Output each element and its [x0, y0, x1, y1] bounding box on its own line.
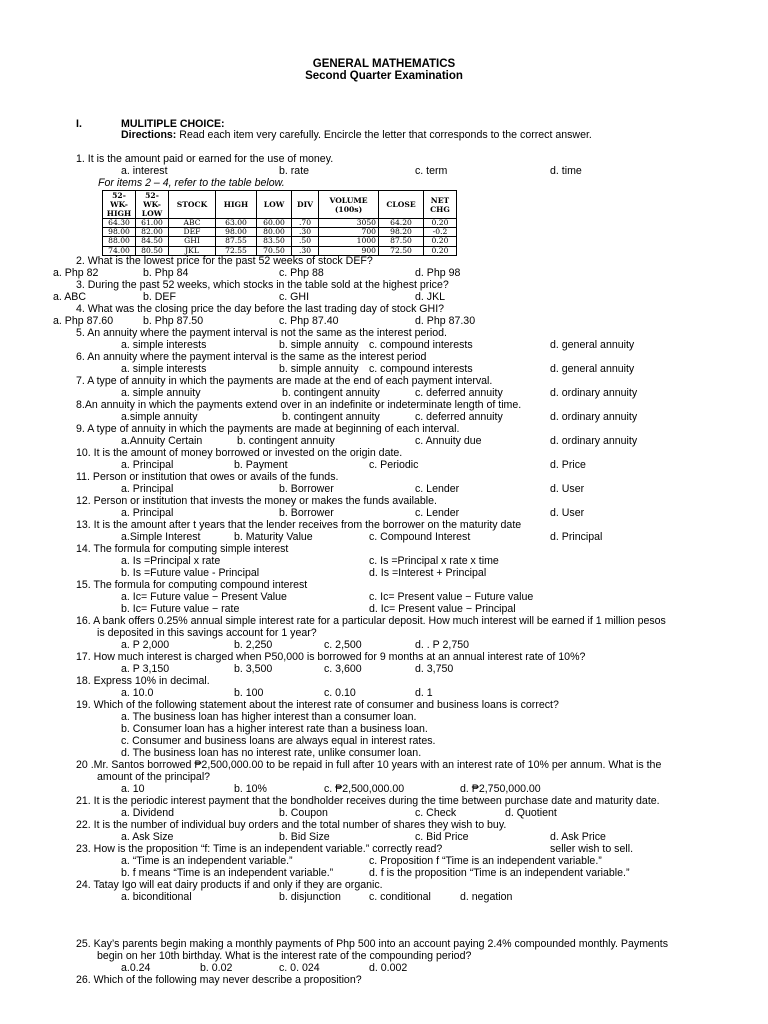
table-cell: 1000	[319, 237, 379, 246]
q10-choice-d[interactable]: d. Price	[550, 459, 586, 471]
q4-choice-a[interactable]: a. Php 87.60	[53, 315, 114, 327]
table-cell: 64.30	[103, 219, 136, 228]
q9-choice-b[interactable]: b. contingent annuity	[237, 435, 335, 447]
q3-choice-d[interactable]: d. JKL	[415, 291, 446, 303]
q21-choice-a[interactable]: a. Dividend	[121, 807, 174, 819]
q10-choice-c[interactable]: c. Periodic	[369, 459, 419, 471]
q13-choice-d[interactable]: d. Principal	[550, 531, 603, 543]
question-5: 5. An annuity where the payment interval is not the same as the interest period.	[76, 327, 447, 339]
question-20: 20 .Mr. Santos borrowed ₱2,500,000.00 to be repaid in full after 10 years with an interest rate of 10% per annum. What is the	[76, 759, 662, 771]
q14-choice-a[interactable]: a. Is =Principal x rate	[121, 555, 221, 567]
question-16-cont: is deposited in this savings account for 1 year?	[97, 627, 317, 639]
q22-choice-d-cont: seller wish to sell.	[550, 843, 634, 855]
q14-choice-b[interactable]: b. Is =Future value - Principal	[121, 567, 260, 579]
q22-choice-a[interactable]: a. Ask Size	[121, 831, 174, 843]
q3-choice-c[interactable]: c. GHI	[279, 291, 310, 303]
q6-choice-c[interactable]: c. compound interests	[369, 363, 473, 375]
table-header-row	[103, 191, 457, 219]
table-cell: 87.50	[379, 237, 424, 246]
q10-choice-a[interactable]: a. Principal	[121, 459, 174, 471]
q5-choice-d[interactable]: d. general annuity	[550, 339, 635, 351]
q18-choice-b[interactable]: b. 100	[234, 687, 264, 699]
col-header: HIGH	[216, 191, 257, 219]
table-cell: 98.00	[216, 228, 257, 237]
col-header: 52- WK- LOW	[136, 191, 169, 219]
table-cell: 80.00	[257, 228, 292, 237]
q24-choice-d[interactable]: d. negation	[460, 891, 513, 903]
table-cell: 72.55	[216, 246, 257, 255]
q8-choice-b[interactable]: b. contingent annuity	[282, 411, 380, 423]
col-header: NET CHG	[424, 191, 457, 219]
q6-choice-d[interactable]: d. general annuity	[550, 363, 635, 375]
q8-choice-a[interactable]: a.simple annuity	[121, 411, 198, 423]
q8-choice-c[interactable]: c. deferred annuity	[415, 411, 503, 423]
q19-choice-c[interactable]: c. Consumer and business loans are always equal in interest rates.	[121, 735, 436, 747]
q22-choice-c[interactable]: c. Bid Price	[415, 831, 469, 843]
q5-choice-a[interactable]: a. simple interests	[121, 339, 207, 351]
exam-subtitle: Second Quarter Examination	[305, 70, 463, 82]
q7-choice-a[interactable]: a. simple annuity	[121, 387, 201, 399]
q4-choice-b[interactable]: b. Php 87.50	[143, 315, 204, 327]
directions-label: Directions:	[121, 129, 177, 141]
col-header: DIV	[292, 191, 319, 219]
q17-choice-c[interactable]: c. 3,600	[324, 663, 362, 675]
table-cell: -0.2	[424, 228, 457, 237]
table-cell: 0.20	[424, 237, 457, 246]
q3-choice-a[interactable]: a. ABC	[53, 291, 86, 303]
table-cell: 3050	[319, 219, 379, 228]
q2-choice-b[interactable]: b. Php 84	[143, 267, 189, 279]
question-14: 14. The formula for computing simple interest	[76, 543, 289, 555]
question-8: 8.An annuity in which the payments extend over in an indefinite or indeterminate length of time.	[76, 399, 522, 411]
q12-choice-b[interactable]: b. Borrower	[279, 507, 334, 519]
table-cell: 72.50	[379, 246, 424, 255]
q22-choice-d[interactable]: d. Ask Price	[550, 831, 606, 843]
table-cell: 98.20	[379, 228, 424, 237]
table-cell: JKL	[169, 246, 216, 255]
q12-choice-c[interactable]: c. Lender	[415, 507, 460, 519]
question-1: 1. It is the amount paid or earned for the use of money.	[76, 153, 334, 165]
col-header: CLOSE	[379, 191, 424, 219]
q13-choice-c[interactable]: c. Compound Interest	[369, 531, 471, 543]
col-header: 52- WK- HIGH	[103, 191, 136, 219]
q11-choice-a[interactable]: a. Principal	[121, 483, 174, 495]
question-6: 6. An annuity where the payment interval is the same as the interest period	[76, 351, 427, 363]
exam-title: GENERAL MATHEMATICS	[312, 58, 456, 70]
q23-choice-a[interactable]: a. “Time is an independent variable.”	[121, 855, 293, 867]
table-cell: 63.00	[216, 219, 257, 228]
section-title: MULITIPLE CHOICE:	[121, 118, 225, 130]
q7-choice-b[interactable]: b. contingent annuity	[282, 387, 380, 399]
q1-choice-d[interactable]: d. time	[550, 165, 582, 177]
table-cell: 64.20	[379, 219, 424, 228]
q5-choice-c[interactable]: c. compound interests	[369, 339, 473, 351]
q12-choice-a[interactable]: a. Principal	[121, 507, 174, 519]
table-cell: .70	[292, 219, 319, 228]
table-cell: 98.00	[103, 228, 136, 237]
question-13: 13. It is the amount after t years that the lender receives from the borrower on the maturity date	[76, 519, 522, 531]
q11-choice-d[interactable]: d. User	[550, 483, 585, 495]
q13-choice-b[interactable]: b. Maturity Value	[234, 531, 313, 543]
question-25: 25. Kay’s parents begin making a monthly payments of Php 500 into an account paying 2.4% compounded monthly. Payments	[76, 938, 669, 950]
q5-choice-b[interactable]: b. simple annuity	[279, 339, 359, 351]
table-cell: DEF	[169, 228, 216, 237]
q2-choice-a[interactable]: a. Php 82	[53, 267, 99, 279]
q18-choice-c[interactable]: c. 0.10	[324, 687, 356, 699]
question-23: 23. How is the proposition “f: Time is an independent variable.” correctly read?	[76, 843, 443, 855]
question-9: 9. A type of annuity in which the payments are made at beginning of each interval.	[76, 423, 460, 435]
question-26: 26. Which of the following may never describe a proposition?	[76, 974, 362, 986]
question-17: 17. How much interest is charged when P50,000 is borrowed for 9 months at an annual interest rate of 10%?	[76, 651, 586, 663]
q1-choice-a[interactable]: a. interest	[121, 165, 168, 177]
table-cell: 87.55	[216, 237, 257, 246]
q19-choice-a[interactable]: a. The business loan has higher interest than a consumer loan.	[121, 711, 417, 723]
q18-choice-a[interactable]: a. 10.0	[121, 687, 154, 699]
q23-choice-c[interactable]: c. Proposition f “Time is an independent variable.”	[369, 855, 602, 867]
q23-choice-b[interactable]: b. f means “Time is an independent variable.”	[121, 867, 334, 879]
q20-choice-a[interactable]: a. 10	[121, 783, 145, 795]
table-cell: 88.00	[103, 237, 136, 246]
question-10: 10. It is the amount of money borrowed or invested on the origin date.	[76, 447, 403, 459]
q14-choice-c[interactable]: c. Is =Principal x rate x time	[369, 555, 499, 567]
q21-choice-b[interactable]: b. Coupon	[279, 807, 328, 819]
table-cell: .50	[292, 237, 319, 246]
table-cell: ABC	[169, 219, 216, 228]
section-number: I.	[76, 118, 82, 130]
q16-choice-c[interactable]: c. 2,500	[324, 639, 362, 651]
table-cell: 0.20	[424, 246, 457, 255]
q15-choice-c[interactable]: c. Ic= Present value − Future value	[369, 591, 534, 603]
q11-choice-c[interactable]: c. Lender	[415, 483, 460, 495]
table-cell: 61.00	[136, 219, 169, 228]
question-25-cont: begin on her 10th birthday. What is the interest rate of the compounding period?	[97, 950, 472, 962]
q9-choice-a[interactable]: a.Annuity Certain	[121, 435, 203, 447]
q25-choice-a[interactable]: a.0.24	[121, 962, 151, 974]
q18-choice-d[interactable]: d. 1	[415, 687, 433, 699]
q2-choice-d[interactable]: d. Php 98	[415, 267, 461, 279]
q3-choice-b[interactable]: b. DEF	[143, 291, 176, 303]
table-cell: 60.00	[257, 219, 292, 228]
table-cell: 0.20	[424, 219, 457, 228]
question-2: 2. What is the lowest price for the past 52 weeks of stock DEF?	[76, 255, 373, 267]
q12-choice-d[interactable]: d. User	[550, 507, 585, 519]
q24-choice-c[interactable]: c. conditional	[369, 891, 431, 903]
table-cell: 83.50	[257, 237, 292, 246]
q2-choice-c[interactable]: c. Php 88	[279, 267, 324, 279]
q19-choice-b[interactable]: b. Consumer loan has a higher interest rate than a business loan.	[121, 723, 428, 735]
question-22: 22. It is the number of individual buy orders and the total number of shares they wish to buy.	[76, 819, 507, 831]
q23-choice-d[interactable]: d. f is the proposition “Time is an independent variable.”	[369, 867, 630, 879]
q4-choice-c[interactable]: c. Php 87.40	[279, 315, 339, 327]
table-cell: 70.50	[257, 246, 292, 255]
q22-choice-b[interactable]: b. Bid Size	[279, 831, 330, 843]
q17-choice-d[interactable]: d. 3,750	[415, 663, 454, 675]
question-16: 16. A bank offers 0.25% annual simple interest rate for a particular deposit. How much interest will be earned if 1 million pesos	[76, 615, 666, 627]
q13-choice-a[interactable]: a.Simple Interest	[121, 531, 201, 543]
q6-choice-a[interactable]: a. simple interests	[121, 363, 207, 375]
q15-choice-d[interactable]: d. Ic= Present value − Principal	[369, 603, 516, 615]
table-cell: 74.00	[103, 246, 136, 255]
question-21: 21. It is the periodic interest payment that the bondholder receives during the time between purchase date and maturity date.	[76, 795, 660, 807]
question-7: 7. A type of annuity in which the payments are made at the end of each payment interval.	[76, 375, 493, 387]
q25-choice-c[interactable]: c. 0. 024	[279, 962, 320, 974]
q7-choice-c[interactable]: c. deferred annuity	[415, 387, 503, 399]
question-4: 4. What was the closing price the day before the last trading day of stock GHI?	[76, 303, 445, 315]
q20-choice-c[interactable]: c. ₱2,500,000.00	[324, 783, 405, 795]
q25-choice-b[interactable]: b. 0.02	[200, 962, 233, 974]
q1-choice-b[interactable]: b. rate	[279, 165, 310, 177]
q4-choice-d[interactable]: d. Php 87.30	[415, 315, 476, 327]
q8-choice-d[interactable]: d. ordinary annuity	[550, 411, 638, 423]
q10-choice-b[interactable]: b. Payment	[234, 459, 288, 471]
q24-choice-b[interactable]: b. disjunction	[279, 891, 341, 903]
table-cell: 900	[319, 246, 379, 255]
q9-choice-c[interactable]: c. Annuity due	[415, 435, 482, 447]
table-cell: 82.00	[136, 228, 169, 237]
q16-choice-a[interactable]: a. P 2,000	[121, 639, 170, 651]
q17-choice-a[interactable]: a. P 3,150	[121, 663, 170, 675]
q6-choice-b[interactable]: b. simple annuity	[279, 363, 359, 375]
col-header: STOCK	[169, 191, 216, 219]
directions	[121, 129, 592, 141]
table-row	[103, 246, 457, 255]
q15-choice-b[interactable]: b. Ic= Future value − rate	[121, 603, 240, 615]
question-3: 3. During the past 52 weeks, which stocks in the table sold at the highest price?	[76, 279, 449, 291]
q21-choice-d[interactable]: d. Quotient	[505, 807, 557, 819]
col-header: LOW	[257, 191, 292, 219]
table-cell: 80.50	[136, 246, 169, 255]
table-cell: 700	[319, 228, 379, 237]
directions-text: Read each item very carefully. Encircle the letter that corresponds to the correct answer.	[176, 129, 592, 141]
table-cell: .30	[292, 228, 319, 237]
question-24: 24. Tatay Igo will eat dairy products if and only if they are organic.	[76, 879, 383, 891]
q20-choice-b[interactable]: b. 10%	[234, 783, 267, 795]
table-row	[103, 237, 457, 246]
q14-choice-d[interactable]: d. Is =Interest + Principal	[369, 567, 487, 579]
q9-choice-d[interactable]: d. ordinary annuity	[550, 435, 638, 447]
q17-choice-b[interactable]: b. 3,500	[234, 663, 273, 675]
q11-choice-b[interactable]: b. Borrower	[279, 483, 334, 495]
question-18: 18. Express 10% in decimal.	[76, 675, 210, 687]
table-cell: GHI	[169, 237, 216, 246]
col-header: VOLUME (100s)	[319, 191, 379, 219]
question-12: 12. Person or institution that invests the money or makes the funds available.	[76, 495, 437, 507]
question-11: 11. Person or institution that owes or avails of the funds.	[76, 471, 339, 483]
q1-choice-c[interactable]: c. term	[415, 165, 448, 177]
question-20-cont: amount of the principal?	[97, 771, 211, 783]
q15-choice-a[interactable]: a. Ic= Future value − Present Value	[121, 591, 287, 603]
q20-choice-d[interactable]: d. ₱2,750,000.00	[460, 783, 541, 795]
q25-choice-d[interactable]: d. 0.002	[369, 962, 408, 974]
q7-choice-d[interactable]: d. ordinary annuity	[550, 387, 638, 399]
table-cell: .30	[292, 246, 319, 255]
q16-choice-b[interactable]: b. 2,250	[234, 639, 273, 651]
q19-choice-d[interactable]: d. The business loan has no interest rate, unlike consumer loan.	[121, 747, 422, 759]
q24-choice-a[interactable]: a. biconditional	[121, 891, 192, 903]
question-19: 19. Which of the following statement about the interest rate of consumer and business loans is correct?	[76, 699, 559, 711]
q21-choice-c[interactable]: c. Check	[415, 807, 457, 819]
q16-choice-d[interactable]: d. . P 2,750	[415, 639, 469, 651]
table-cell: 84.50	[136, 237, 169, 246]
question-15: 15. The formula for computing compound interest	[76, 579, 308, 591]
stock-table	[102, 190, 457, 256]
table-intro: For items 2 – 4, refer to the table below.	[98, 177, 285, 189]
